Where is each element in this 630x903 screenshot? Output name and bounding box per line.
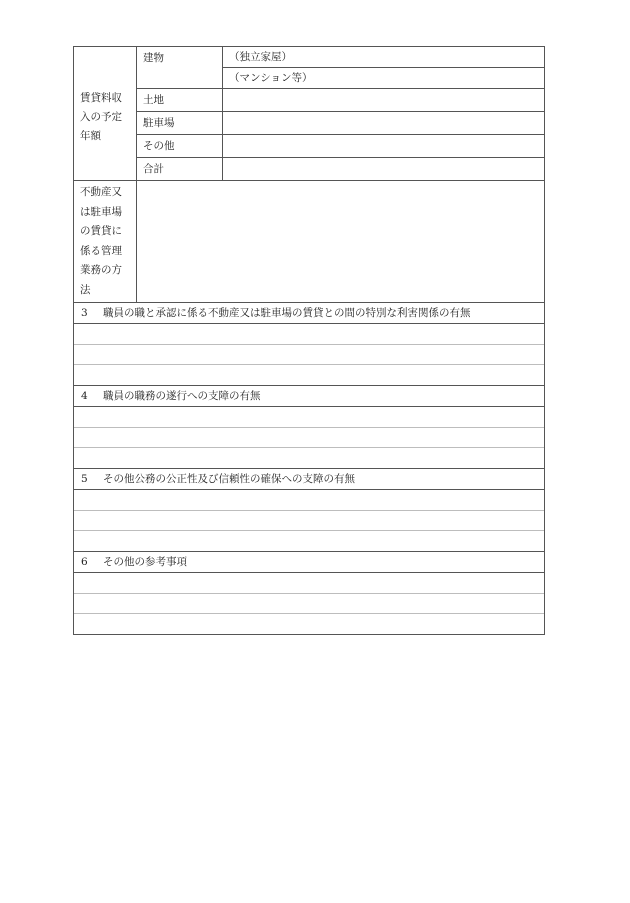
section-5-title (81, 473, 355, 485)
parking-label: 駐車場 (137, 112, 223, 135)
management-method-label (74, 181, 137, 303)
section-6-title (81, 556, 187, 568)
rental-income-label-line: 入の予定 (80, 111, 122, 123)
section-3-title-cell (74, 303, 545, 324)
management-label-line: 法 (80, 283, 91, 296)
section-6-answer-area[interactable] (74, 573, 545, 635)
section-6-header (74, 552, 545, 573)
ruled-line (74, 510, 544, 511)
rental-income-label-line: 年額 (80, 130, 101, 142)
other-label: その他 (137, 135, 223, 158)
section-number: 4 (81, 390, 88, 402)
section-number: 5 (81, 473, 88, 485)
ruled-line (74, 364, 544, 365)
row-land (74, 89, 545, 112)
management-label-line: 不動産又 (80, 186, 122, 198)
ruled-line (74, 593, 544, 594)
land-value[interactable] (223, 89, 545, 112)
row-management (74, 181, 545, 303)
management-method-value[interactable] (137, 181, 545, 303)
management-label-line: の賃貸に (80, 225, 122, 237)
section-3-answer-area[interactable] (74, 324, 545, 386)
building-label: 建物 (137, 47, 223, 89)
section-5-header (74, 469, 545, 490)
section-title-text: その他の参考事項 (103, 556, 187, 568)
section-3-title (81, 307, 471, 319)
section-4-title (81, 390, 261, 402)
section-3-header (74, 303, 545, 324)
management-label-line: 業務の方 (80, 264, 122, 276)
row-parking (74, 112, 545, 135)
row-other (74, 135, 545, 158)
section-4-body (74, 407, 545, 469)
ruled-line (74, 530, 544, 531)
section-title-text: その他公務の公正性及び信頼性の確保への支障の有無 (103, 473, 355, 485)
total-label: 合計 (137, 158, 223, 181)
rental-income-label-line: 賃貸料収 (80, 92, 122, 104)
ruled-line (74, 613, 544, 614)
total-value[interactable] (223, 158, 545, 181)
section-number: 3 (81, 307, 88, 319)
section-4-answer-area[interactable] (74, 407, 545, 469)
ruled-line (74, 344, 544, 345)
management-label-line: は駐車場 (80, 205, 122, 218)
section-4-header (74, 386, 545, 407)
section-6-title-cell (74, 552, 545, 573)
section-number: 6 (81, 556, 88, 568)
row-building (74, 47, 545, 68)
section-5-answer-area[interactable] (74, 490, 545, 552)
section-5-title-cell (74, 469, 545, 490)
section-4-title-cell (74, 386, 545, 407)
ruled-line (74, 427, 544, 428)
section-3-body (74, 324, 545, 386)
form-page (73, 46, 545, 635)
management-label-line: 係る管理 (80, 244, 122, 257)
ruled-line (74, 447, 544, 448)
building-value-apartment[interactable]: （マンション等） (223, 68, 545, 89)
section-title-text: 職員の職と承認に係る不動産又は駐車場の賃貸との間の特別な利害関係の有無 (103, 307, 471, 319)
parking-value[interactable] (223, 112, 545, 135)
other-value[interactable] (223, 135, 545, 158)
section-title-text: 職員の職務の遂行への支障の有無 (103, 390, 261, 402)
row-total (74, 158, 545, 181)
land-label: 土地 (137, 89, 223, 112)
rental-table (73, 46, 545, 635)
building-value-detached[interactable]: （独立家屋） (223, 47, 545, 68)
rental-income-label (74, 47, 137, 181)
section-5-body (74, 490, 545, 552)
section-6-body (74, 573, 545, 635)
